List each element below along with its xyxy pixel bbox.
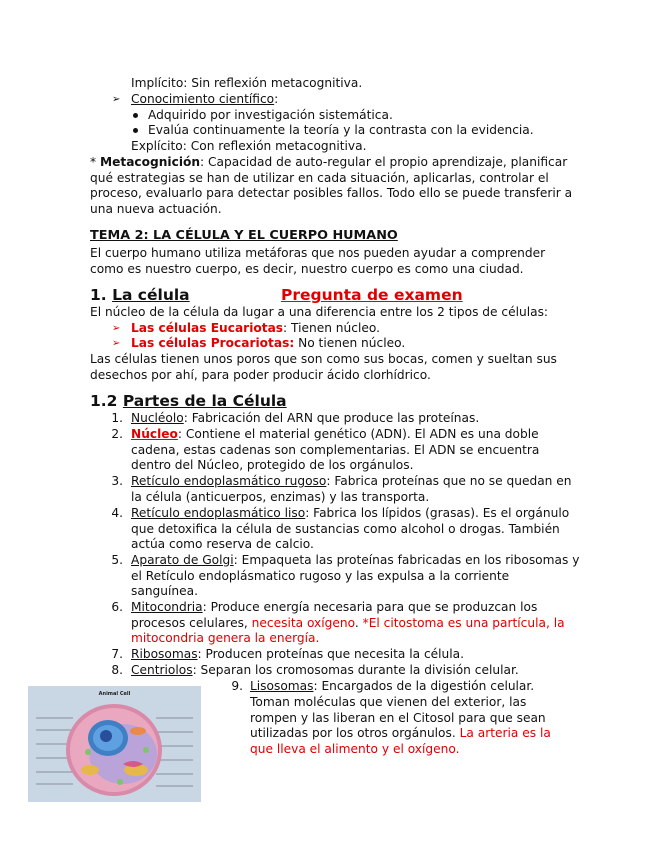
list-item-line: el Retículo endoplásmatico rugoso y las expulsa a la corriente [131, 569, 510, 583]
paragraph-line: Las células tienen unos poros que son como sus bocas, comen y sueltan sus [90, 352, 557, 366]
arrow-bullet-icon: ➢ [112, 338, 121, 349]
list-item-line: Toman moléculas que vienen del exterior, las [250, 695, 527, 709]
list-number: 9. [231, 679, 243, 693]
list-item-line: rompen y las liberan en el Citosol para que sean [250, 711, 546, 725]
scientific-knowledge-heading: Conocimiento científico: [131, 92, 279, 106]
bullet-item: Evalúa continuamente la teoría y la contrasta con la evidencia. [148, 123, 534, 137]
arrow-bullet-icon: ➢ [112, 94, 121, 105]
metacognition-line: proceso, evaluarlo para detectar posibles fallos. Todo ello se puede transferir a [90, 186, 573, 200]
list-number: 7. [111, 647, 123, 661]
implicit-line: Implícito: Sin reflexión metacognitiva. [131, 76, 363, 90]
section-title: TEMA 2: LA CÉLULA Y EL CUERPO HUMANO [90, 228, 398, 243]
paragraph-line: desechos por ahí, para poder producir ácido clorhídrico. [90, 368, 431, 382]
prokaryote-item: Las células Procariotas: No tienen núcleo. [131, 336, 406, 350]
list-number: 8. [111, 663, 123, 677]
explicit-line: Explícito: Con reflexión metacognitiva. [131, 139, 367, 153]
list-item: Aparato de Golgi: Empaqueta las proteínas fabricadas en los ribosomas y [131, 553, 580, 567]
list-item-line: cadena, estas cadenas son complementarias. El ADN se encuentra [131, 443, 540, 457]
arrow-bullet-icon: ➢ [112, 323, 121, 334]
list-item: Nucléolo: Fabricación del ARN que produce las proteínas. [131, 411, 480, 425]
figure-caption: Animal Cell [98, 691, 131, 697]
exam-note: Pregunta de examen [281, 286, 463, 304]
paragraph-line: El cuerpo humano utiliza metáforas que nos pueden ayudar a comprender [90, 246, 546, 260]
bullet-dot-icon [133, 128, 138, 133]
heading-partes: 1.2 Partes de la Célula [90, 392, 287, 410]
list-item-line: mitocondria genera la energía. [131, 631, 320, 645]
list-item: Retículo endoplasmático liso: Fabrica los lípidos (grasas). Es el orgánulo [131, 506, 570, 520]
list-item-line: actúa como reserva de calcio. [131, 537, 314, 551]
list-item: Mitocondria: Produce energía necesaria para que se produzcan los [131, 600, 538, 614]
animal-cell-diagram [28, 686, 201, 802]
list-item: Retículo endoplasmático rugoso: Fabrica proteínas que no se quedan en [131, 474, 572, 488]
list-number: 5. [111, 553, 123, 567]
list-item-line: utilizadas por los otros orgánulos. La arteria es la [250, 726, 551, 740]
list-number: 2. [111, 427, 123, 441]
list-item: Centriolos: Separan los cromosomas durante la división celular. [131, 663, 519, 677]
list-item-line: procesos celulares, necesita oxígeno. *El citostoma es una partícula, la [131, 616, 565, 630]
list-item: Ribosomas: Producen proteínas que necesita la célula. [131, 647, 465, 661]
eukaryote-item: Las células Eucariotas: Tienen núcleo. [131, 321, 380, 335]
metacognition-line: qué estrategias se han de utilizar en cada situación, aplicarlas, controlar el [90, 171, 549, 185]
metacognition-line: una nueva actuación. [90, 202, 222, 216]
list-item-line: sanguínea. [131, 584, 198, 598]
metacognition-paragraph: * Metacognición: Capacidad de auto-regular el propio aprendizaje, planificar [90, 155, 568, 169]
paragraph-line: como es nuestro cuerpo, es decir, nuestro cuerpo es como una ciudad. [90, 262, 524, 276]
list-item: Núcleo: Contiene el material genético (ADN). El ADN es una doble [131, 427, 539, 441]
bullet-item: Adquirido por investigación sistemática. [148, 108, 393, 122]
list-number: 6. [111, 600, 123, 614]
list-number: 4. [111, 506, 123, 520]
paragraph-line: El núcleo de la célula da lugar a una diferencia entre los 2 tipos de células: [90, 305, 549, 319]
list-item-line: la célula (anticuerpos, enzimas) y las transporta. [131, 490, 430, 504]
bullet-dot-icon [133, 113, 138, 118]
list-item-line: que lleva el alimento y el oxígeno. [250, 742, 460, 756]
list-item: Lisosomas: Encargados de la digestión celular. [250, 679, 535, 693]
list-number: 1. [111, 411, 123, 425]
list-item-line: dentro del Núcleo, protegido de los orgánulos. [131, 458, 414, 472]
list-item-line: que detoxifica la célula de sustancias como alcohol o drogas. También [131, 522, 560, 536]
heading-la-celula: 1. La célula [90, 286, 190, 304]
list-number: 3. [111, 474, 123, 488]
